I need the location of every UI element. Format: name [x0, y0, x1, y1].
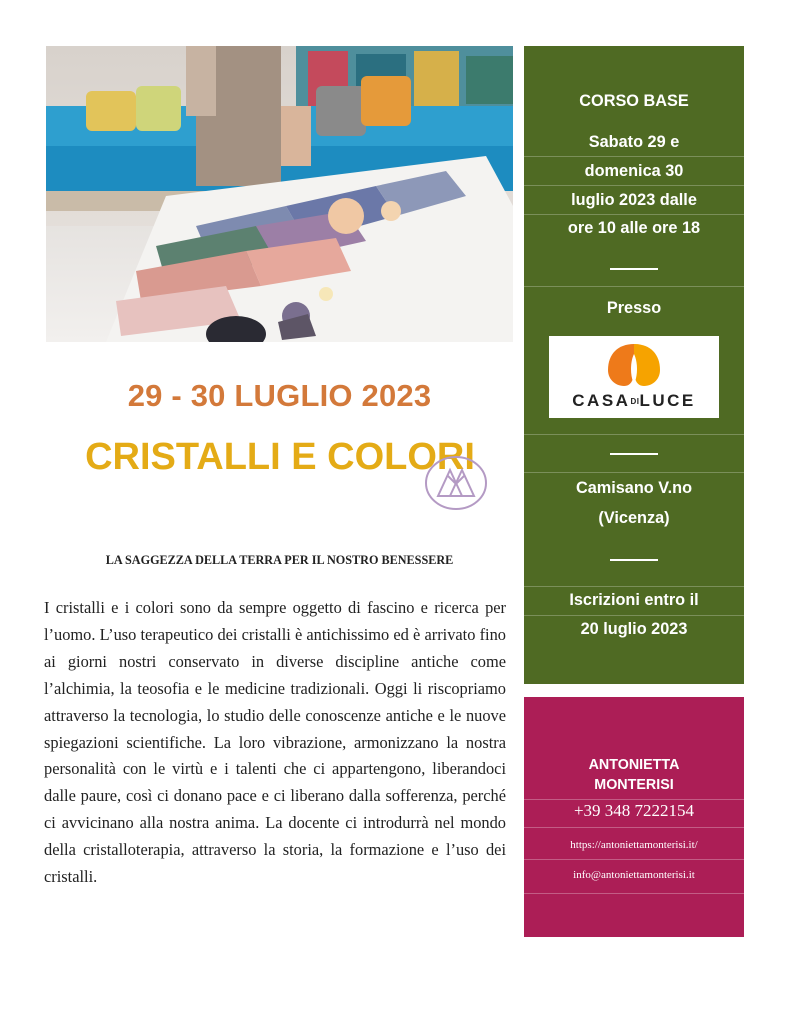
contact-website-link[interactable]: https://antoniettamonterisi.it/ — [570, 839, 698, 851]
hero-photo — [46, 46, 513, 342]
schedule-line-4: ore 10 alle ore 18 — [567, 219, 701, 237]
venue-logo-text — [549, 391, 719, 411]
contact-phone: +39 348 7222154 — [573, 801, 695, 820]
city-line-2: (Vicenza) — [598, 509, 670, 527]
contact-name — [524, 755, 744, 795]
info-panel — [524, 46, 744, 684]
contact-first-name: ANTONIETTA — [588, 757, 680, 773]
schedule-line-3: luglio 2023 dalle — [571, 191, 697, 209]
tagline: LA SAGGEZZA DELLA TERRA PER IL NOSTRO BENESSERE — [105, 553, 454, 567]
brand-symbol-icon — [420, 452, 492, 514]
schedule-line-1: Sabato 29 e — [588, 133, 680, 151]
contact-panel — [524, 697, 744, 937]
event-description: I cristalli e i colori sono da sempre oggetto di fascino e ricerca per l’uomo. L’uso terapeutico dei cristalli è antichissimo ed è arrivato fino ai giorni nostri conservato in diverse discipline antiche come l’alchimia, la teosofia e le medicine tradizionali. Oggi li riscopriamo attraverso la tecnologia, lo studio delle conoscenze antiche e le nuove spiegazioni scientifiche. La loro vibrazione, armonizzano la nostra personalità con le virtù e i talenti che ci appartengono, liberandoci dalle paure, così ci donano pace e ci liberano dalla sofferenza, perché ci avvicinano alla nostra anima. La docente ci introdurrà nel mondo della cristalloterapia, attraverso la storia, la formazione e l’uso dei cristalli. — [44, 598, 506, 887]
course-label: CORSO BASE — [579, 92, 689, 110]
presso-label: Presso — [606, 299, 662, 317]
event-dates: 29 - 30 LUGLIO 2023 — [127, 378, 432, 413]
separator — [610, 268, 658, 270]
separator — [610, 453, 658, 455]
venue-logo-icon — [604, 340, 664, 388]
event-title: CRISTALLI E COLORI — [85, 436, 475, 478]
city-line-1: Camisano V.no — [575, 479, 693, 497]
venue-logo-word-2: DI — [630, 397, 640, 407]
contact-last-name: MONTERISI — [594, 777, 674, 793]
venue-logo-word-3: LUCE — [639, 391, 696, 410]
registration-line-2: 20 luglio 2023 — [580, 620, 688, 638]
separator — [610, 559, 658, 561]
venue-logo — [549, 336, 719, 418]
venue-logo-word-1: CASA — [572, 391, 631, 410]
registration-line-1: Iscrizioni entro il — [569, 591, 699, 609]
schedule-line-2: domenica 30 — [584, 162, 684, 180]
contact-email-link[interactable]: info@antoniettamonterisi.it — [573, 869, 695, 881]
